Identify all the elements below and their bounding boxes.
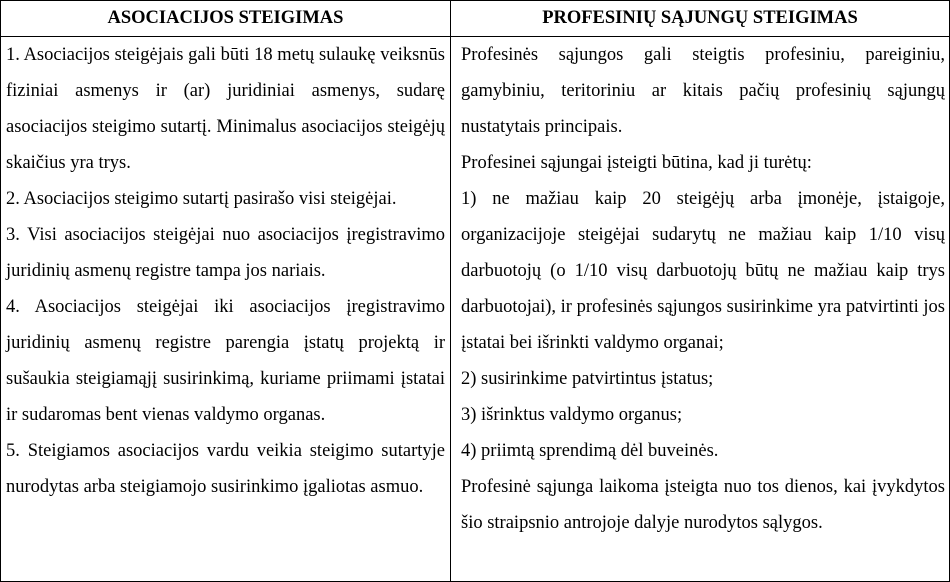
header-trade-union-founding: PROFESINIŲ SĄJUNGŲ STEIGIMAS bbox=[542, 8, 858, 28]
trade-union-paragraph-3: 1) ne mažiau kaip 20 steigėjų arba įmonėje, įstaigoje, organizacijoje steigėjai sudarytų ne mažiau kaip 1/10 visų darbuotojų (o 1/10 visų darbuotojų būtų ne mažiau kaip trys darbuotojai), ir profesinės sąjungos susirinkime yra patvirtinti jos įstatai bei išrinkti valdymo organai; bbox=[461, 189, 945, 353]
trade-union-paragraph-4: 2) susirinkime patvirtintus įstatus; bbox=[461, 369, 714, 389]
trade-union-paragraph-7: Profesinė sąjunga laikoma įsteigta nuo tos dienos, kai įvykdytos šio straipsnio antrojoje dalyje nurodytos sąlygos. bbox=[461, 477, 945, 533]
association-paragraph-3: 3. Visi asociacijos steigėjai nuo asociacijos įregistravimo juridinių asmenų registre tampa jos nariais. bbox=[6, 225, 445, 281]
trade-union-paragraph-5: 3) išrinktus valdymo organus; bbox=[461, 405, 683, 425]
trade-union-paragraph-1: Profesinės sąjungos gali steigtis profesiniu, pareiginiu, gamybiniu, teritoriniu ar kitais pačių profesinių sąjungų nustatytais principais. bbox=[461, 45, 945, 137]
association-paragraph-2: 2. Asociacijos steigimo sutartį pasirašo visi steigėjai. bbox=[6, 189, 397, 209]
trade-union-column bbox=[461, 37, 945, 541]
association-column bbox=[6, 37, 445, 505]
trade-union-paragraph-6: 4) priimtą sprendimą dėl buveinės. bbox=[461, 441, 719, 461]
association-paragraph-4: 4. Asociacijos steigėjai iki asociacijos įregistravimo juridinių asmenų registre parengia įstatų projektą ir sušaukia steigiamąjį susirinkimą, kuriame priimami įstatai ir sudaromas bent vienas valdymo organas. bbox=[6, 297, 445, 425]
association-paragraph-5: 5. Steigiamos asociacijos vardu veikia steigimo sutartyje nurodytas arba steigiamojo susirinkimo įgaliotas asmuo. bbox=[6, 441, 445, 497]
association-paragraph-1: 1. Asociacijos steigėjais gali būti 18 metų sulaukę veiksnūs fiziniai asmenys ir (ar) juridiniai asmenys, sudarę asociacijos steigimo sutartį. Minimalus asociacijos steigėjų skaičius yra trys. bbox=[6, 45, 445, 173]
header-association-founding: ASOCIACIJOS STEIGIMAS bbox=[107, 8, 344, 28]
column-divider bbox=[450, 1, 451, 581]
trade-union-paragraph-2: Profesinei sąjungai įsteigti būtina, kad ji turėtų: bbox=[461, 153, 812, 173]
